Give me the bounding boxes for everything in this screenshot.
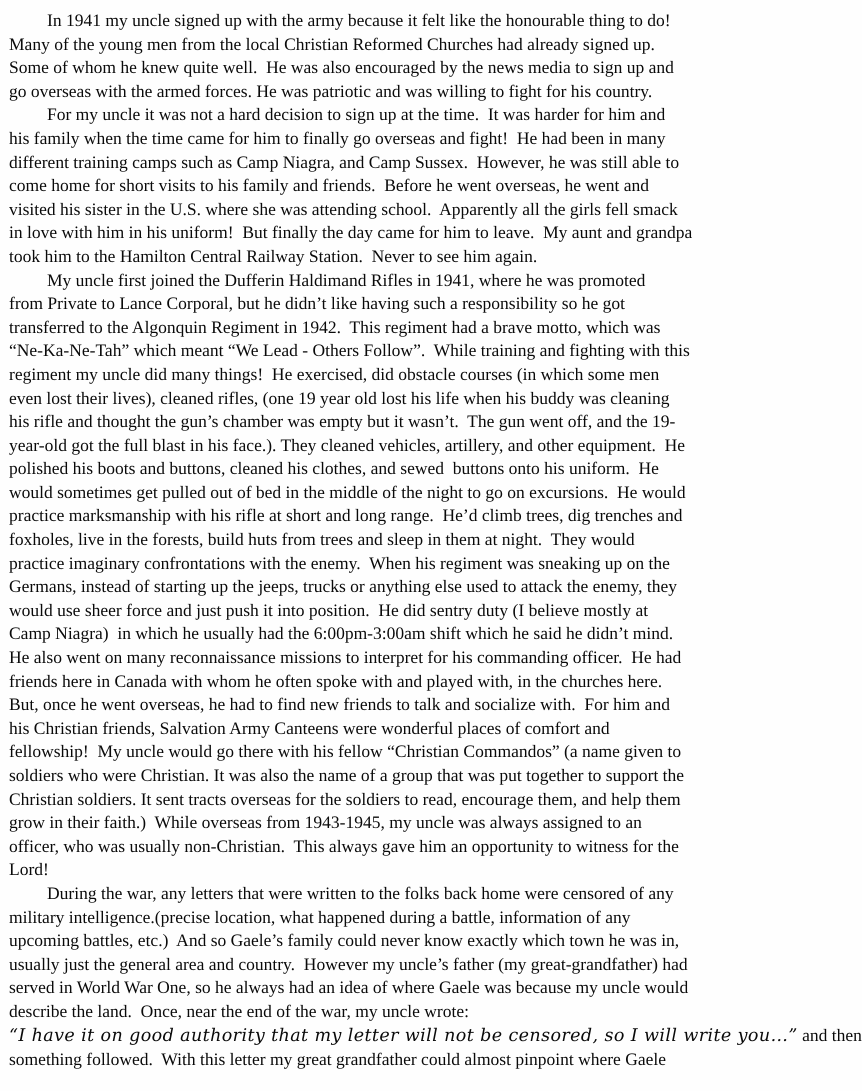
text-segment: Camp Niagra) in which he usually had the 6:00pm-3:00am shift which he said he didn’t mind. [9,623,674,644]
text-segment: foxholes, live in the forests, build huts from trees and sleep in them at night. They would [9,529,635,550]
text-segment: would sometimes get pulled out of bed in the middle of the night to go on excursions. He would [9,481,686,502]
text-line [9,622,794,646]
text-segment: But, once he went overseas, he had to find new friends to talk and socialize with. For him and [9,694,670,715]
text-line [9,811,794,835]
text-segment: come home for short visits to his family and friends. Before he went overseas, he went and [9,175,650,196]
text-segment: My uncle first joined the Dufferin Haldimand Rifles in 1941, where he was promoted [47,269,646,290]
text-line [9,929,794,953]
text-line [9,245,794,269]
text-segment: even lost their lives), cleaned rifles, (one 19 year old lost his life when his buddy was cleaning [9,387,670,408]
text-segment: Lord! [9,859,49,880]
text-segment: In 1941 my uncle signed up with the army because it felt like the honourable thing to do! [47,10,671,30]
text-line [9,599,794,623]
text-line [9,481,794,505]
text-line [9,80,794,104]
essay-body [9,9,862,1072]
text-line [9,528,794,552]
text-segment: practice imaginary confrontations with the enemy. When his regiment was sneaking up on the [9,552,670,573]
text-segment: Germans, instead of starting up the jeeps, trucks or anything else used to attack the enemy, they [9,576,678,597]
text-line [9,740,794,764]
text-segment: regiment my uncle did many things! He exercised, did obstacle courses (in which some men [9,363,660,384]
text-line [9,953,794,977]
text-line [9,552,794,576]
text-line [9,174,794,198]
text-line [9,504,794,528]
text-line [9,1048,794,1072]
text-line [9,363,794,387]
text-segment: Some of whom he knew quite well. He was also encouraged by the news media to sign up and [9,57,674,78]
text-segment: visited his sister in the U.S. where she was attending school. Apparently all the girls fell smack [9,198,678,219]
text-line [9,1024,862,1049]
text-segment: his Christian friends, Salvation Army Canteens were wonderful places of comfort and [9,717,610,738]
text-segment: from Private to Lance Corporal, but he didn’t like having such a responsibility so he got [9,293,625,314]
text-line [9,764,794,788]
text-segment: officer, who was usually non-Christian. This always gave him an opportunity to witness for the [9,835,679,856]
text-line [9,339,794,363]
text-segment: transferred to the Algonquin Regiment in 1942. This regiment had a brave motto, which was [9,316,661,337]
text-segment: For my uncle it was not a hard decision to sign up at the time. It was harder for him and [47,104,666,125]
text-segment: fellowship! My uncle would go there with his fellow “Christian Commandos” (a name given to [9,741,682,762]
text-segment: his family when the time came for him to finally go overseas and fight! He had been in many [9,127,666,148]
text-line [9,434,794,458]
text-line [9,717,794,741]
text-line [9,221,794,245]
text-segment: served in World War One, so he always had an idea of where Gaele was because my uncle would [9,977,689,998]
text-segment: grow in their faith.) While overseas from 1943-1945, my uncle was always assigned to an [9,812,642,833]
text-line [9,670,794,694]
text-segment: and then [797,1024,862,1045]
text-line [9,387,794,411]
text-line [9,410,794,434]
text-segment: military intelligence.(precise location, what happened during a battle, information of any [9,906,631,927]
text-segment: would use sheer force and just push it into position. He did sentry duty (I believe mostly at [9,599,649,620]
text-line [9,575,794,599]
text-segment: Many of the young men from the local Christian Reformed Churches had already signed up. [9,33,655,54]
text-segment: his rifle and thought the gun’s chamber was empty but it wasn’t. The gun went off, and the 19- [9,411,676,432]
text-line [9,269,794,293]
text-line [9,788,794,812]
text-segment: upcoming battles, etc.) And so Gaele’s family could never know exactly which town he was in, [9,930,680,951]
text-line [9,316,794,340]
text-line [9,457,794,481]
text-line [9,127,794,151]
text-segment: in love with him in his uniform! But finally the day came for him to leave. My aunt and grandpa [9,222,693,243]
text-segment: “Ne-Ka-Ne-Tah” which meant “We Lead - Others Follow”. While training and fighting with this [9,340,690,361]
text-line [9,198,794,222]
handwritten-quote: “I have it on good authority that my letter will not be censored, so I will write you…” [9,1025,798,1046]
text-segment: took him to the Hamilton Central Railway Station. Never to see him again. [9,245,538,266]
text-segment: polished his boots and buttons, cleaned his clothes, and sewed buttons onto his uniform. He [9,458,659,479]
text-segment: something followed. With this letter my great grandfather could almost pinpoint where Gaele [9,1049,666,1070]
text-segment: go overseas with the armed forces. He was patriotic and was willing to fight for his country. [9,80,653,101]
text-line [9,1000,794,1024]
text-line [9,103,794,127]
text-line [9,33,794,57]
text-segment: Christian soldiers. It sent tracts overseas for the soldiers to read, encourage them, and help them [9,788,681,809]
text-line [9,646,794,670]
text-line [9,835,794,859]
text-segment: different training camps such as Camp Niagra, and Camp Sussex. However, he was still able to [9,151,680,172]
text-segment: practice marksmanship with his rifle at short and long range. He’d climb trees, dig trenches and [9,505,683,526]
text-segment: friends here in Canada with whom he often spoke with and played with, in the churches here. [9,670,663,691]
text-segment: describe the land. Once, near the end of the war, my uncle wrote: [9,1000,469,1021]
text-segment: soldiers who were Christian. It was also the name of a group that was put together to support the [9,765,685,785]
text-line [9,292,794,316]
text-segment: year-old got the full blast in his face.). They cleaned vehicles, artillery, and other equipment. He [9,434,686,455]
text-line [9,858,794,882]
text-line [9,56,794,80]
text-segment: He also went on many reconnaissance missions to interpret for his commanding officer. He had [9,647,682,668]
text-segment: During the war, any letters that were written to the folks back home were censored of any [47,882,674,903]
text-line [9,976,794,1000]
text-line [9,151,794,175]
text-line [9,906,794,930]
text-line [9,9,794,33]
text-segment: usually just the general area and country. However my uncle’s father (my great-grandfather) had [9,953,688,974]
text-line [9,693,794,717]
text-line [9,882,794,906]
